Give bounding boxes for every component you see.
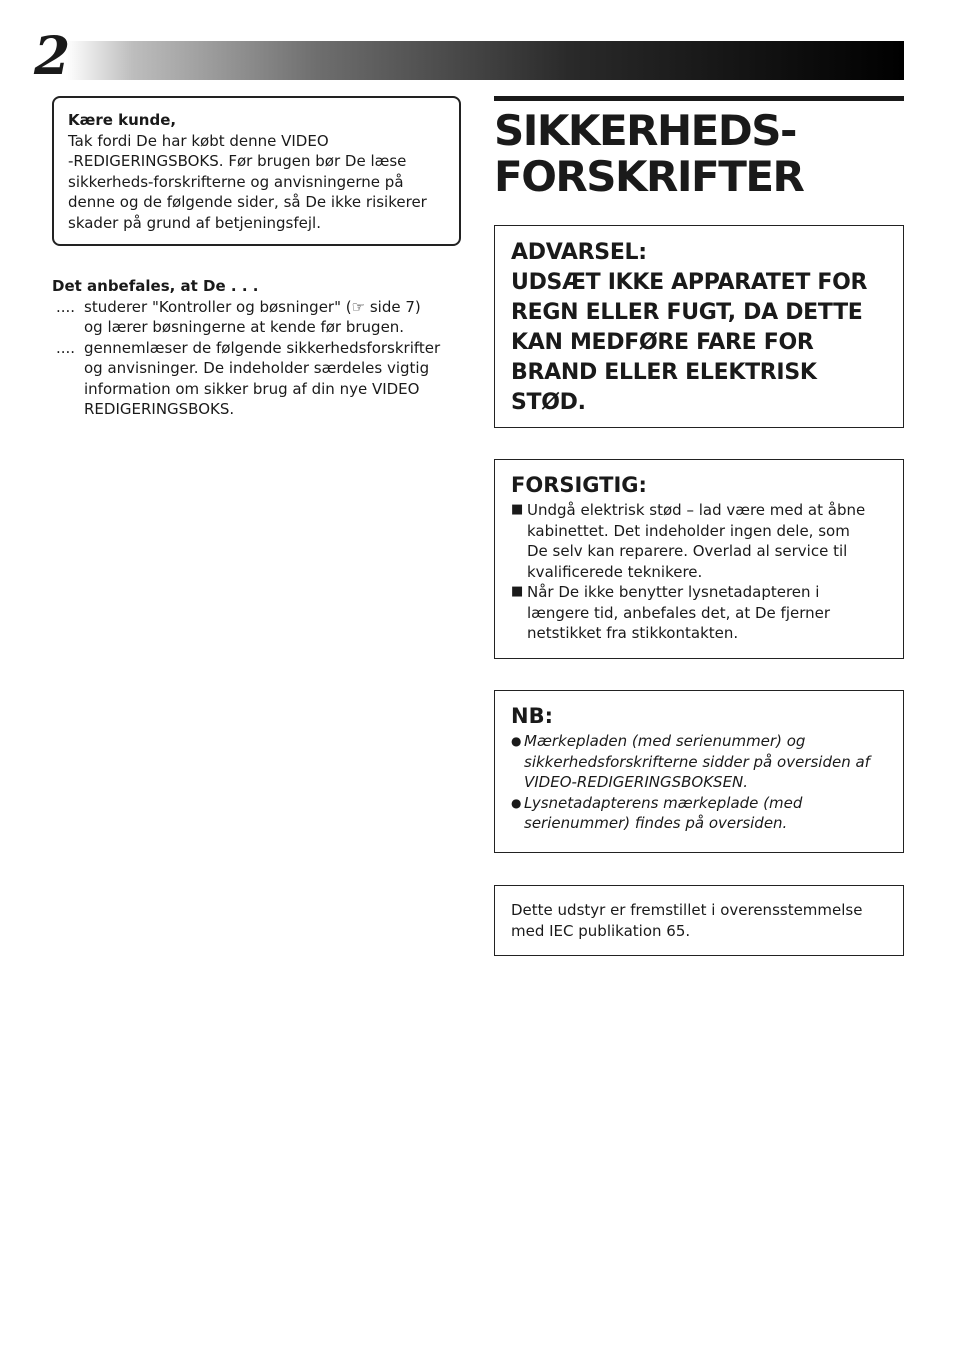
caution-line: kvalificerede teknikere. [527, 562, 703, 581]
page-title-line: SIKKERHEDS- [494, 106, 796, 155]
page-title-line: FORSKRIFTER [494, 152, 804, 201]
leader-dots: .... [56, 297, 76, 316]
warning-line: STØD. [511, 390, 586, 415]
recommendation-line: gennemlæser de følgende sikkerhedsforskrifter [84, 338, 441, 357]
header-gradient-bar [66, 41, 904, 80]
caution-line: Når De ikke benytter lysnetadapteren i [527, 583, 820, 601]
note-box [494, 690, 904, 853]
caution-line: De selv kan reparere. Overlad al service til [527, 542, 848, 560]
iec-line: med IEC publikation 65. [511, 921, 691, 940]
warning-line: REGN ELLER FUGT, DA DETTE [511, 300, 863, 325]
iec-line: Dette udstyr er fremstillet i overensstemmelse [511, 901, 863, 919]
intro-line: denne og de følgende sider, så De ikke risikerer [68, 193, 427, 211]
warning-line: BRAND ELLER ELEKTRISK [511, 360, 817, 385]
note-line: Lysnetadapterens mærkeplade (med [524, 793, 803, 812]
note-line: Mærkepladen (med serienummer) og [524, 732, 806, 750]
warning-heading: ADVARSEL: [511, 240, 647, 265]
recommendations-heading: Det anbefales, at De . . . [52, 277, 259, 295]
recommendation-item [52, 338, 462, 420]
caution-line: netstikket fra stikkontakten. [527, 624, 739, 642]
page-number: 2 [34, 26, 71, 87]
recommendation-line: og anvisninger. De indeholder særdeles vigtig [84, 359, 430, 377]
square-bullet-icon: ■ [511, 584, 524, 599]
recommendation-line: studerer "Kontroller og bøsninger" (☞ side 7) [84, 297, 421, 316]
caution-line: kabinettet. Det indeholder ingen dele, som [527, 521, 850, 540]
warning-line: UDSÆT IKKE APPARATET FOR [511, 270, 868, 295]
warning-line: KAN MEDFØRE FARE FOR [511, 330, 814, 355]
note-item [511, 731, 889, 793]
greeting-heading: Kære kunde, [68, 111, 177, 129]
note-heading: NB: [511, 704, 553, 728]
square-bullet-icon: ■ [511, 502, 524, 517]
note-line: serienummer) findes på oversiden. [524, 814, 788, 832]
warning-box [494, 225, 904, 428]
note-line: sikkerhedsforskrifterne sidder på oversiden af [524, 752, 870, 771]
note-item [511, 793, 889, 834]
recommendation-line: og lærer bøsningerne at kende før brugen. [84, 318, 405, 336]
intro-line: Tak fordi De har købt denne VIDEO [68, 131, 329, 150]
title-rule [494, 96, 904, 101]
page-title [494, 108, 904, 200]
recommendations [52, 276, 462, 420]
intro-line: sikkerheds-forskrifterne og anvisningerne på [68, 172, 404, 191]
caution-line: Undgå elektrisk stød – lad være med at åbne [527, 501, 866, 519]
recommendation-line: REDIGERINGSBOKS. [84, 400, 235, 418]
intro-line: -REDIGERINGSBOKS. Før brugen bør De læse [68, 152, 407, 170]
dot-bullet-icon: ● [511, 734, 522, 748]
leader-dots: .... [56, 338, 76, 357]
note-line: VIDEO-REDIGERINGSBOKSEN. [524, 773, 749, 791]
caution-item [511, 500, 889, 582]
intro-line: skader på grund af betjeningsfejl. [68, 213, 321, 232]
customer-greeting-box [52, 96, 461, 246]
recommendation-line: information om sikker brug af din nye VIDEO [84, 379, 420, 398]
caution-line: længere tid, anbefales det, at De fjerner [527, 603, 831, 622]
recommendation-item [52, 297, 462, 338]
iec-compliance-box [494, 885, 904, 956]
caution-box [494, 459, 904, 659]
dot-bullet-icon: ● [511, 795, 522, 810]
caution-item [511, 582, 889, 644]
caution-heading: FORSIGTIG: [511, 473, 647, 497]
